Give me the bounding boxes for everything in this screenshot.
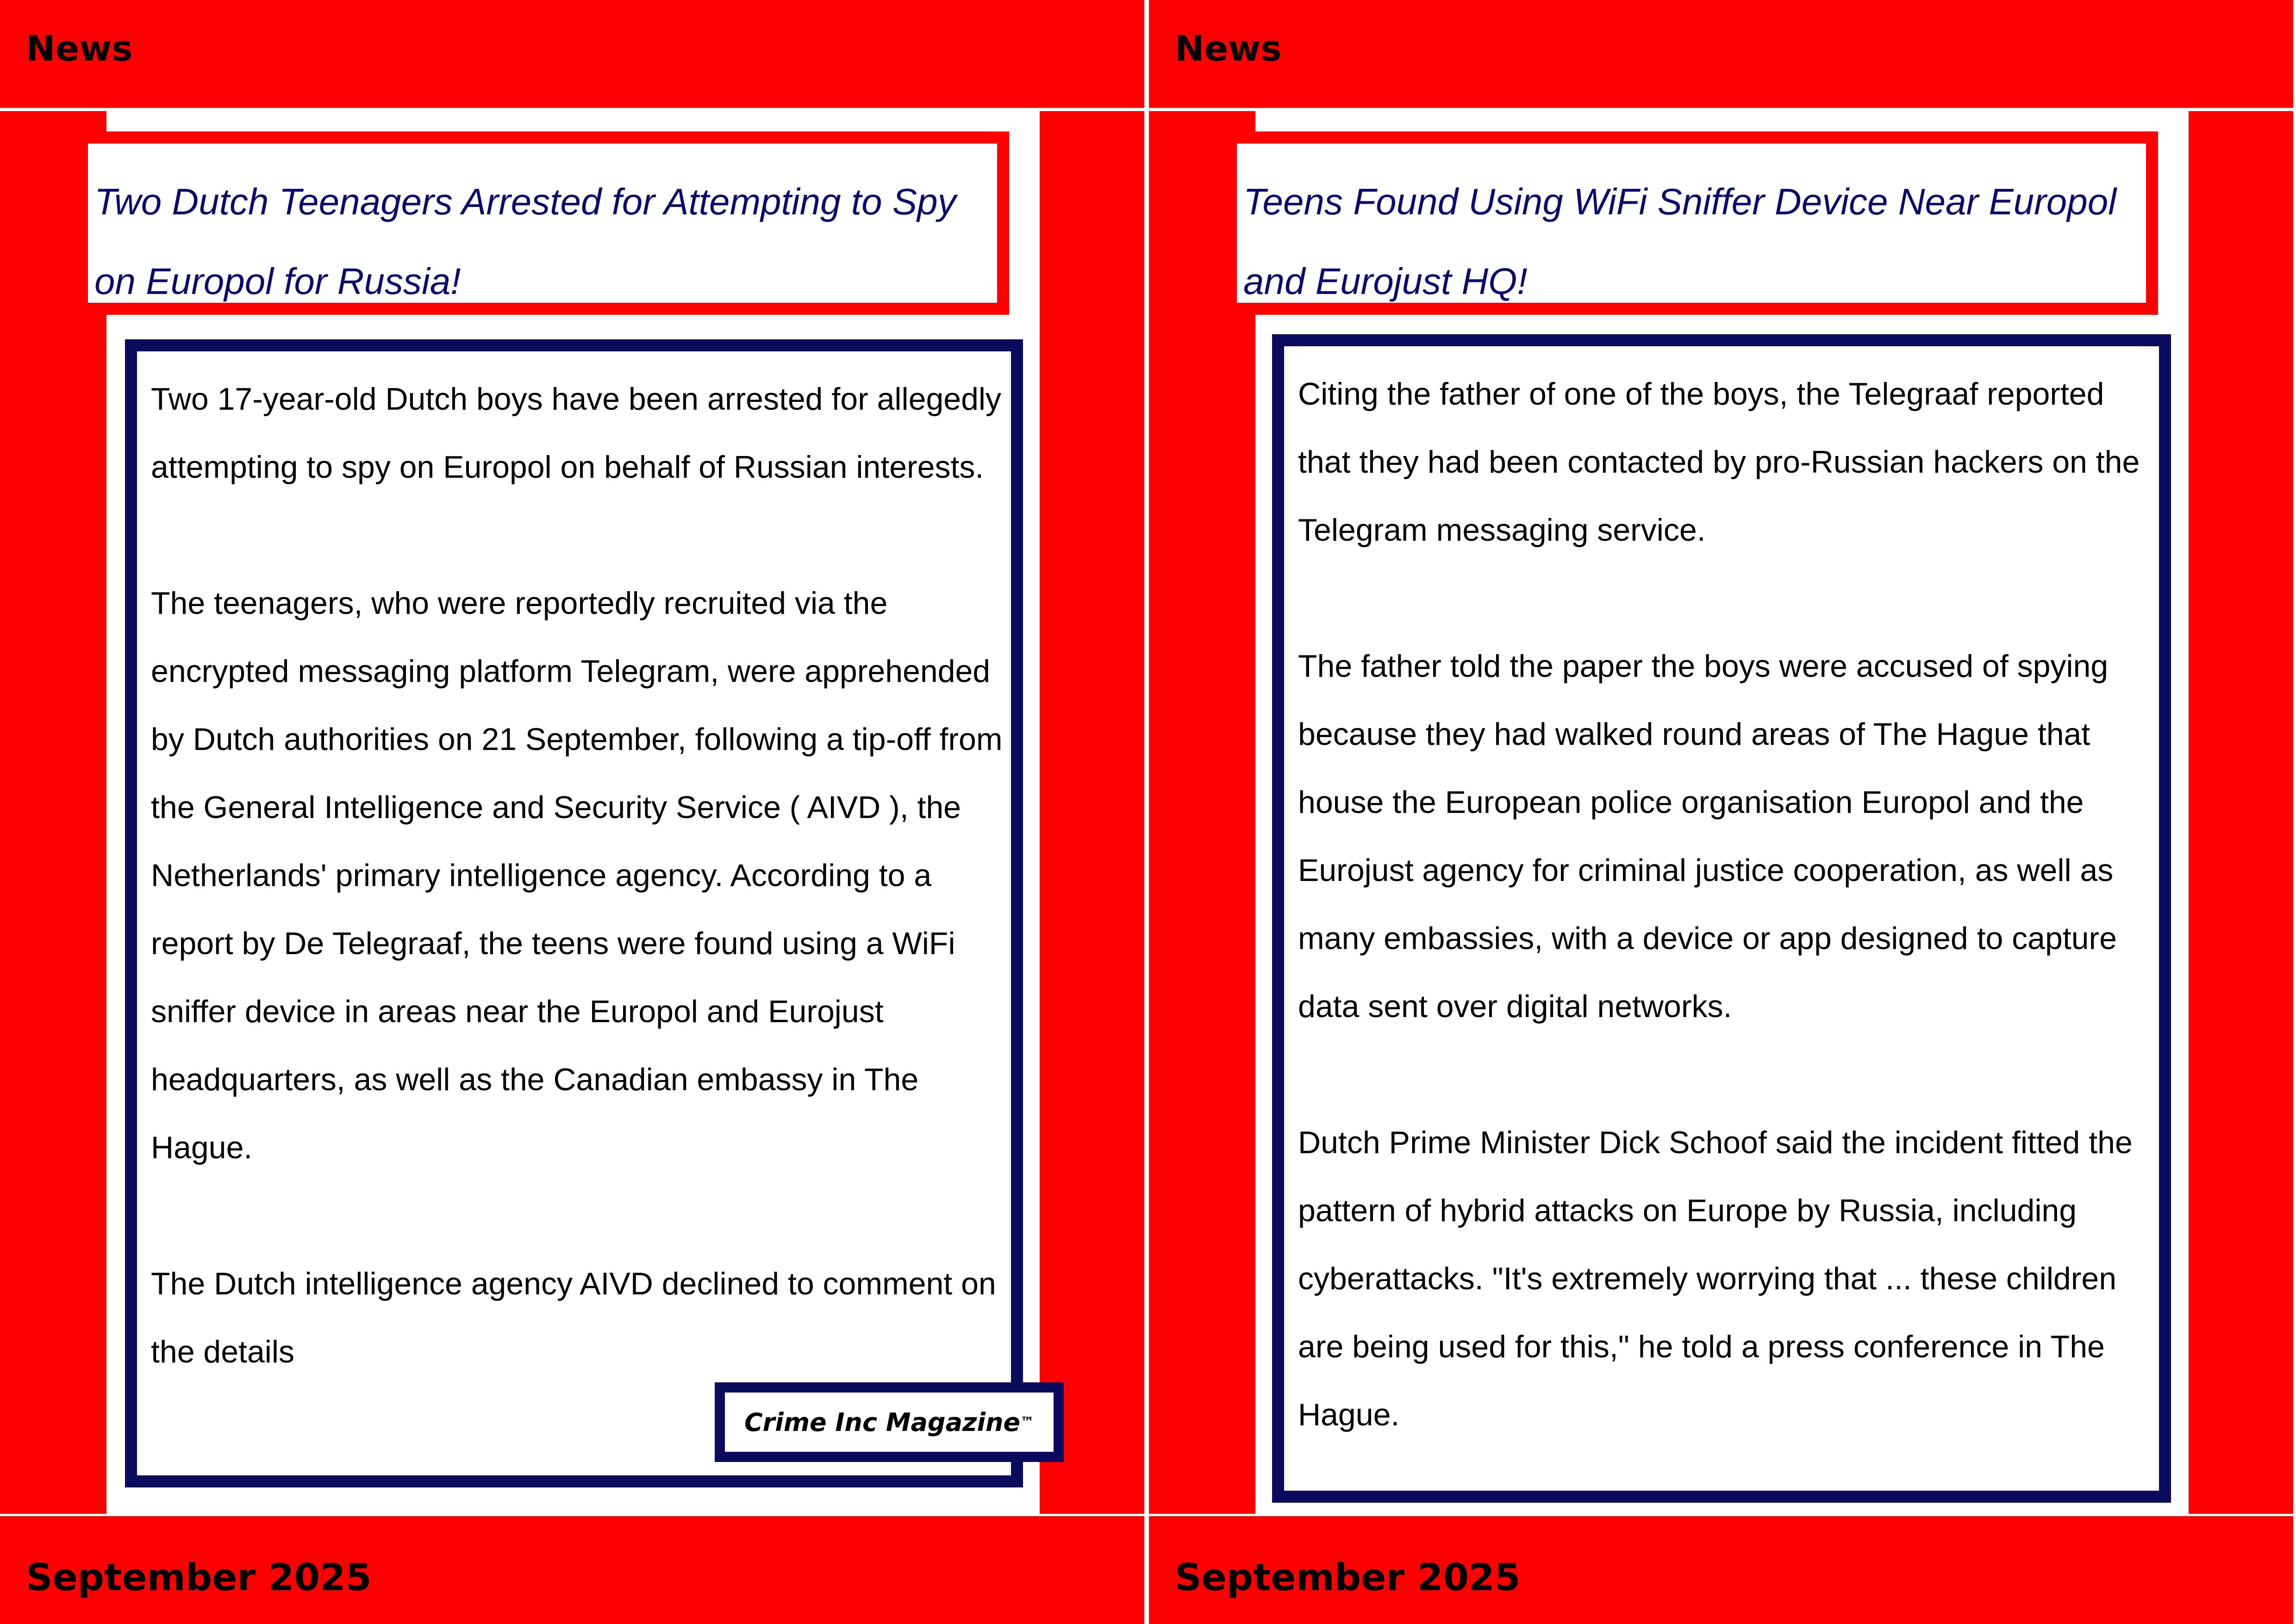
page-gutter [1144,0,1149,1624]
left-paragraph-1: Two 17-year-old Dutch boys have been arrested for allegedly attempting to spy on Europol on behalf of Russian interests. [151,381,1002,485]
left-footer-band [0,1516,1144,1624]
left-headline-box [76,131,1009,315]
left-article-body [151,365,1012,1386]
left-paragraph-2: The teenagers, who were reportedly recruited via the encrypted messaging platform Telegram, were apprehended by Dutch authorities on 21 September, following a tip-off from the General Intelligence and Security Service ( AIVD ), the Netherlands' primary intelligence agency. According to a report by De Telegraaf, the teens were found using a WiFi sniffer device in areas near the Europol and Eurojust headquarters, as well as the Canadian embassy in The Hague. [151,586,1003,1165]
right-article-body [1298,360,2159,1449]
left-issue-date: September 2025 [26,1556,372,1599]
right-page-left-bar [1149,111,1255,1514]
right-section-label: News [1175,28,1282,69]
left-header-band [0,0,1144,108]
right-paragraph-1: Citing the father of one of the boys, the Telegraaf reported that they had been contacted by pro-Russian hackers on the Telegram messaging service. [1298,376,2140,548]
magazine-badge-text: Crime Inc Magazine [744,1407,1021,1437]
left-page [0,0,1144,1624]
magazine-badge [715,1382,1064,1462]
right-page-right-bar [2189,111,2293,1514]
right-article-box [1272,334,2171,1503]
left-page-right-bar [1040,111,1144,1514]
right-headline-box [1225,131,2158,315]
left-article-box [125,339,1023,1487]
left-paragraph-3: The Dutch intelligence agency AIVD declined to comment on the details [151,1266,996,1369]
right-footer-band [1149,1516,2293,1624]
left-section-label: News [26,28,133,69]
right-issue-date: September 2025 [1175,1556,1521,1599]
right-headline: Teens Found Using WiFi Sniffer Device Near Europol and Eurojust HQ! [1243,181,2117,302]
right-paragraph-2: The father told the paper the boys were accused of spying because they had walked round areas of The Hague that house the European police organisation Europol and the Eurojust agency for criminal justice cooperation, as well as many embassies, with a device or app designed to capture data sent over digital networks. [1298,649,2117,1024]
left-headline: Two Dutch Teenagers Arrested for Attempting to Spy on Europol for Russia! [94,181,956,302]
trademark-mark: ™ [1020,1414,1035,1430]
right-header-band [1149,0,2293,108]
right-paragraph-3: Dutch Prime Minister Dick Schoof said the incident fitted the pattern of hybrid attacks on Europe by Russia, including cyberattacks. "It's extremely worrying that ... these children are being used for this," he told a press conference in The Hague. [1298,1125,2133,1432]
left-page-left-bar [0,111,106,1514]
